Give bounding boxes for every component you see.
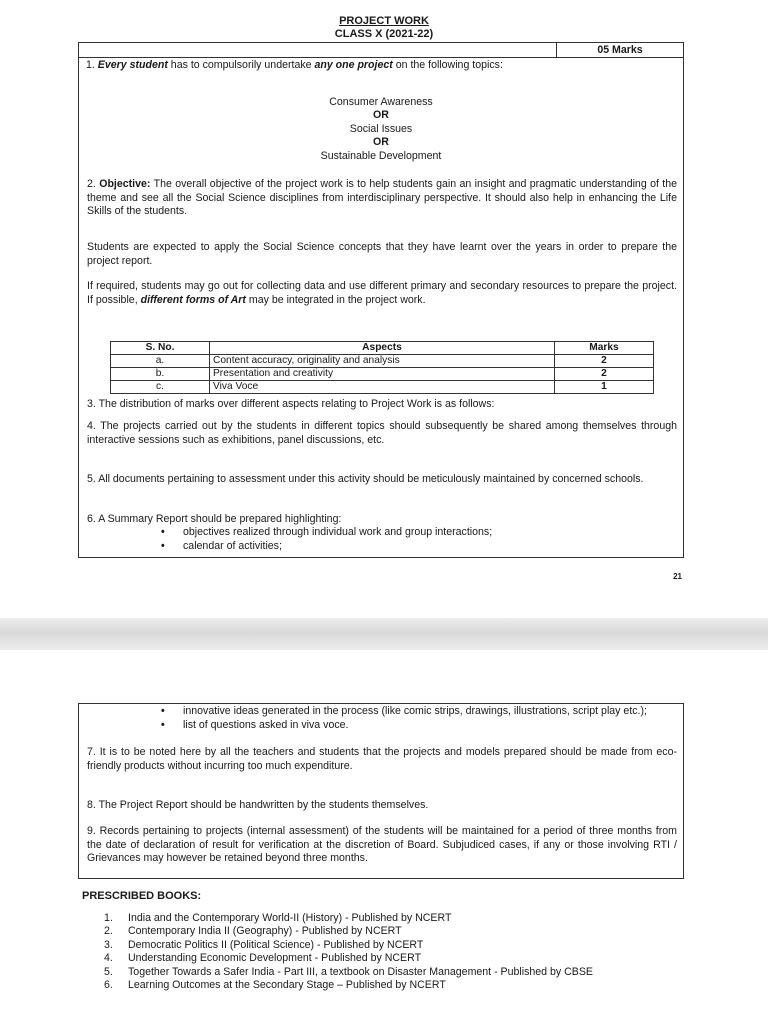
- topic-social-issues: Social Issues: [349, 123, 413, 135]
- summary-list-page-1: [161, 526, 661, 553]
- book-number: 5.: [104, 965, 113, 978]
- book-number: 2.: [104, 925, 113, 938]
- list-item: [104, 912, 694, 925]
- topic-or-2: OR: [373, 136, 389, 148]
- table-header-aspects: Aspects: [210, 342, 555, 355]
- page-title: PROJECT WORK: [339, 15, 429, 27]
- marks-cell: 05 Marks: [556, 43, 683, 57]
- para-apply-concepts: Students are expected to apply the Social Science concepts that they have learnt over the years in order to prepare the project report.: [87, 241, 677, 267]
- point-6: 6. A Summary Report should be prepared highlighting:: [87, 513, 342, 525]
- para-if-required-text-1: If required, students may go out for collecting data and use different primary and secondary resources to prepare the project. If possible,: [87, 280, 677, 306]
- point-3: 3. The distribution of marks over different aspects relating to Project Work is as follows:: [87, 398, 495, 410]
- list-item: [161, 705, 677, 719]
- point-1-text-2: on the following topics:: [392, 59, 503, 71]
- page-separator: [0, 618, 768, 650]
- list-item-text: calendar of activities;: [183, 539, 282, 552]
- book-number: 6.: [104, 979, 113, 992]
- table-header-sno: S. No.: [111, 342, 210, 355]
- point-2-text: The overall objective of the project work is to help students gain an insight and pragmatic understanding of the theme and see all the Social Science disciplines from interdisciplinary perspective. It should also help in enhancing the Life Skills of the students.: [87, 178, 678, 217]
- topic-or-1: OR: [373, 109, 389, 121]
- topic-consumer-awareness: Consumer Awareness: [329, 96, 433, 108]
- bullet-icon: •: [161, 718, 165, 731]
- table-row: [111, 368, 654, 381]
- point-8: 8. The Project Report should be handwritten by the students themselves.: [87, 799, 429, 811]
- table-cell: c.: [111, 381, 210, 394]
- list-item-text: objectives realized through individual work and group interactions;: [183, 526, 493, 538]
- topic-sustainable-development: Sustainable Development: [320, 150, 442, 162]
- aspects-marks-table: [110, 341, 654, 394]
- point-5: 5. All documents pertaining to assessment under this activity should be meticulously maintained by concerned schools.: [87, 473, 644, 485]
- bullet-icon: •: [161, 705, 165, 717]
- table-cell: 1: [555, 381, 654, 394]
- table-cell: Presentation and creativity: [210, 368, 555, 381]
- point-7: 7. It is to be noted here by all the teachers and students that the projects and models prepared should be made from eco-friendly products without incurring too much expenditure.: [87, 746, 677, 772]
- book-number: 4.: [104, 952, 113, 965]
- book-title: Democratic Politics II (Political Science) - Published by NCERT: [128, 938, 424, 951]
- book-title: Contemporary India II (Geography) - Published by NCERT: [128, 925, 402, 938]
- bullet-icon: •: [161, 539, 165, 552]
- page-number: 21: [673, 572, 682, 581]
- list-item-text: innovative ideas generated in the process (like comic strips, drawings, illustrations, script play etc.);: [183, 705, 647, 717]
- table-header-row: [111, 342, 654, 355]
- list-item: [104, 952, 694, 965]
- table-row: [111, 381, 654, 394]
- prescribed-books-list: [104, 912, 694, 992]
- para-if-required-text-2: may be integrated in the project work.: [245, 293, 426, 306]
- table-cell: a.: [111, 355, 210, 368]
- list-item: [104, 979, 694, 992]
- table-cell: Content accuracy, originality and analysis: [210, 355, 555, 368]
- summary-list-page-2: [161, 705, 677, 732]
- table-cell: b.: [111, 368, 210, 381]
- list-item: [104, 925, 694, 938]
- project-work-box-continued: [78, 703, 684, 879]
- list-item: [161, 526, 661, 540]
- list-item: [161, 540, 661, 554]
- table-row: [111, 355, 654, 368]
- book-title: Together Towards a Safer India - Part III, a textbook on Disaster Management - Published by CBSE: [128, 965, 593, 978]
- point-2-number: 2.: [87, 178, 96, 190]
- prescribed-books-heading: PRESCRIBED BOOKS:: [82, 890, 202, 902]
- book-title: Learning Outcomes at the Secondary Stage – Published by NCERT: [128, 979, 446, 992]
- list-item: [104, 966, 694, 979]
- point-1-emphasis-1: Every student: [97, 59, 168, 71]
- book-title: Understanding Economic Development - Published by NCERT: [128, 952, 422, 965]
- point-2-label: Objective:: [99, 178, 151, 190]
- book-number: 3.: [104, 938, 113, 951]
- list-item-text: list of questions asked in viva voce.: [183, 718, 349, 731]
- point-1-emphasis-2: any one project: [314, 59, 393, 71]
- list-item: [161, 719, 677, 733]
- book-title: India and the Contemporary World-II (History) - Published by NCERT: [128, 912, 452, 924]
- table-cell: 2: [555, 355, 654, 368]
- book-number: 1.: [104, 912, 113, 924]
- table-cell: Viva Voce: [210, 381, 555, 394]
- table-cell: 2: [555, 368, 654, 381]
- table-header-marks: Marks: [555, 342, 654, 355]
- para-if-required-emphasis: different forms of Art: [140, 293, 246, 306]
- project-work-box: [78, 42, 684, 558]
- point-1-number: 1.: [86, 59, 95, 71]
- point-1-text-1: has to compulsorily undertake: [167, 59, 315, 71]
- class-line: CLASS X (2021-22): [334, 28, 434, 40]
- point-9: 9. Records pertaining to projects (internal assessment) of the students will be maintained for a period of three months from the date of declaration of result for verification at the discretion of Board. Subjudiced cases, if any or those involving RTI / Grievances may however be retained beyond three months.: [87, 825, 677, 864]
- bullet-icon: •: [161, 526, 165, 538]
- point-2-objective: [87, 178, 677, 219]
- para-if-required: [87, 280, 677, 307]
- list-item: [104, 939, 694, 952]
- point-4: 4. The projects carried out by the students in different topics should subsequently be shared among themselves through interactive sessions such as exhibitions, panel discussions, etc.: [87, 420, 677, 446]
- point-1: [78, 57, 684, 73]
